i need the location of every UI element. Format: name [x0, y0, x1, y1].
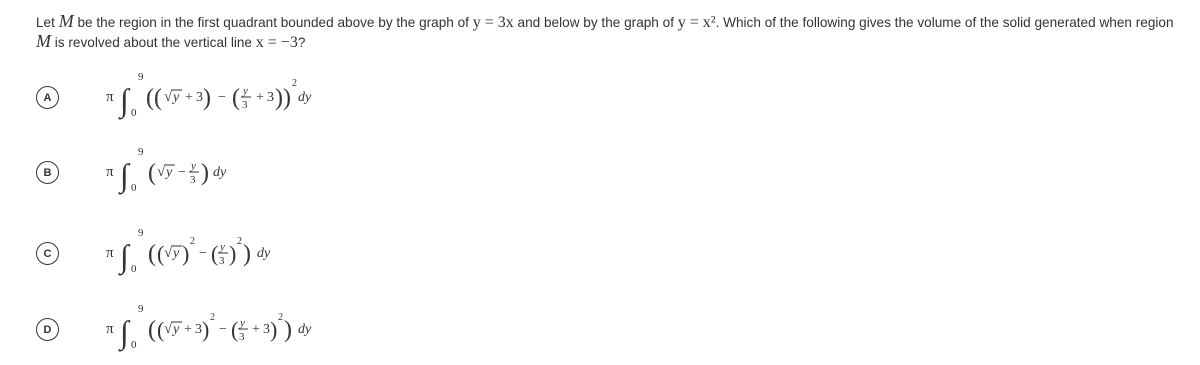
sqrt-symbol: √	[157, 164, 166, 180]
number: 3	[195, 322, 202, 337]
paren: (	[148, 160, 156, 186]
minus-sign: −	[218, 90, 226, 105]
differential: dy	[213, 165, 227, 180]
choice-c-formula	[76, 228, 1016, 280]
paren: )	[182, 241, 190, 266]
exponent: 2	[237, 236, 242, 247]
exponent: 2	[210, 312, 215, 323]
number: 3	[196, 90, 203, 105]
differential: dy	[298, 322, 312, 337]
upper-limit: 9	[138, 303, 144, 315]
paren: (	[211, 241, 219, 266]
formula-svg	[76, 304, 406, 360]
paren: )	[229, 241, 237, 266]
question-text: be the region in the first quadrant bounded above by the graph of	[73, 15, 473, 30]
fraction-denominator: 3	[242, 99, 248, 111]
lower-limit: 0	[131, 107, 137, 119]
choice-b-formula	[76, 147, 1016, 199]
sqrt-symbol: √	[164, 321, 173, 337]
pi-symbol: π	[106, 164, 114, 180]
fraction-numerator: y	[243, 85, 248, 97]
paren: (	[232, 85, 240, 111]
paren: )	[283, 85, 291, 111]
paren: )	[284, 317, 292, 343]
fraction-denominator: 3	[190, 174, 196, 186]
var-y: y	[173, 246, 180, 261]
choice-c-bubble[interactable]	[36, 242, 59, 265]
axis-of-revolution: x = −3	[255, 34, 298, 51]
exponent: 2	[292, 78, 297, 89]
sqrt-symbol: √	[164, 89, 173, 105]
choice-a[interactable]	[36, 71, 1036, 126]
choice-d-formula	[76, 304, 1016, 356]
paren: )	[203, 85, 211, 111]
number: 3	[267, 90, 274, 105]
question-text: Let	[36, 15, 59, 30]
lower-limit: 0	[131, 263, 137, 275]
question-prompt	[36, 11, 1196, 51]
paren: (	[154, 85, 162, 111]
upper-limit: 9	[138, 146, 144, 158]
fraction-numerator: y	[191, 160, 196, 172]
formula-svg	[76, 228, 406, 284]
minus-sign: −	[178, 165, 186, 180]
differential: dy	[298, 90, 312, 105]
lower-limit: 0	[131, 182, 137, 194]
paren: )	[201, 160, 209, 186]
paren: )	[275, 85, 283, 111]
formula-svg	[76, 147, 406, 203]
differential: dy	[257, 246, 271, 261]
plus-sign: +	[185, 90, 193, 105]
plus-sign: +	[256, 90, 264, 105]
integral-sign: ∫	[120, 82, 129, 118]
plus-sign: +	[184, 322, 192, 337]
pi-symbol: π	[106, 321, 114, 337]
choice-b[interactable]	[36, 146, 1036, 201]
fraction-numerator: y	[240, 317, 245, 329]
integral-sign: ∫	[120, 314, 129, 350]
question-text: and below by the graph of	[513, 15, 678, 30]
exponent: 2	[190, 236, 195, 247]
fraction-denominator: 3	[219, 255, 225, 267]
question-text: . Which of the following gives the volume of the solid generated when region	[715, 15, 1174, 30]
choice-d[interactable]	[36, 303, 1036, 358]
paren: (	[148, 317, 156, 343]
question-text: is revolved about the vertical line	[51, 35, 256, 50]
var-y: y	[173, 322, 180, 337]
plus-sign: +	[252, 322, 260, 337]
paren: (	[146, 85, 154, 111]
var-y: y	[173, 90, 180, 105]
paren: (	[157, 241, 165, 266]
question-line-1	[36, 11, 1196, 31]
choice-letter: A	[43, 91, 52, 104]
minus-sign: −	[219, 322, 227, 337]
choice-c[interactable]	[36, 227, 1036, 282]
fraction-numerator: y	[220, 241, 225, 253]
choice-letter: C	[43, 247, 52, 260]
minus-sign: −	[199, 246, 207, 261]
lower-limit: 0	[131, 339, 137, 351]
choice-d-bubble[interactable]	[36, 318, 59, 341]
lower-curve-equation: y = x²	[677, 14, 716, 31]
choice-letter: B	[43, 166, 52, 179]
question-line-2	[36, 31, 1196, 51]
paren: (	[231, 317, 239, 342]
choice-letter: D	[43, 323, 52, 336]
sqrt-symbol: √	[164, 245, 173, 261]
upper-limit: 9	[138, 71, 144, 83]
var-y: y	[166, 165, 173, 180]
exponent: 2	[278, 312, 283, 323]
choice-a-bubble[interactable]	[36, 86, 59, 109]
paren: (	[157, 317, 165, 342]
question-text: ?	[297, 35, 306, 50]
number: 3	[263, 322, 270, 337]
upper-curve-equation: y = 3x	[472, 14, 514, 31]
paren: )	[202, 317, 210, 342]
paren: )	[243, 241, 251, 267]
paren: )	[270, 317, 278, 342]
formula-svg	[76, 72, 406, 128]
fraction-denominator: 3	[239, 331, 245, 343]
pi-symbol: π	[106, 245, 114, 261]
integral-sign: ∫	[120, 157, 129, 193]
paren: (	[148, 241, 156, 267]
choice-a-formula	[76, 72, 1016, 124]
upper-limit: 9	[138, 227, 144, 239]
region-name: M	[58, 11, 74, 31]
pi-symbol: π	[106, 89, 114, 105]
region-name: M	[36, 31, 51, 51]
choice-b-bubble[interactable]	[36, 161, 59, 184]
integral-sign: ∫	[120, 238, 129, 274]
